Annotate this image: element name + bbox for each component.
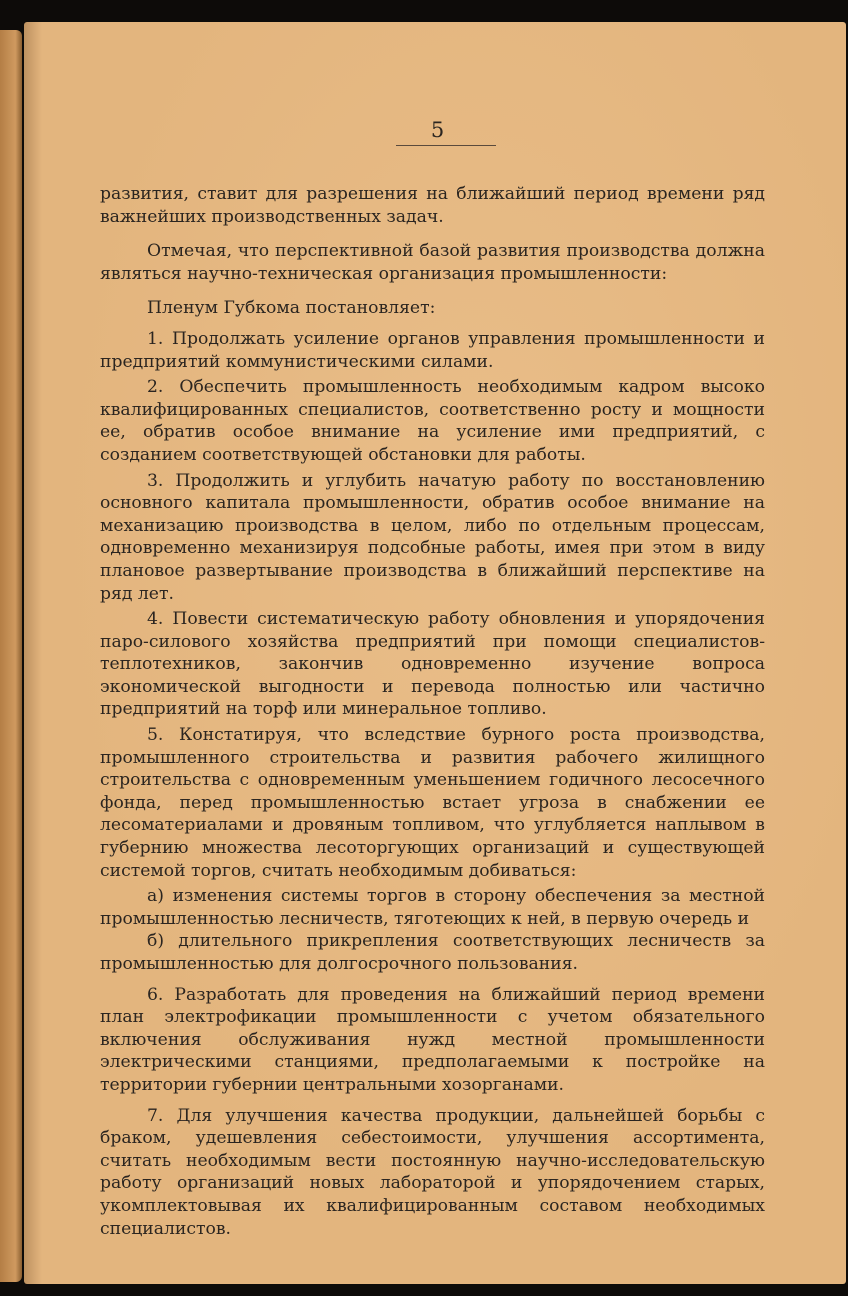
resolution-item-3: 3. Продолжить и углубить начатую работу по восстановлению основного капитала промышленности, обратив особое внимание на механизацию производства в целом, либо по отдельным процессам, одновременно механизируя подсобные работы, имея при этом в виду плановое развертывание производства в ближайший перспективе на ряд лет. [100,470,765,604]
resolution-heading: Пленум Губкома постановляет: [147,298,436,319]
resolution-item-7: 7. Для улучшения качества продукции, дальнейшей борьбы с браком, удешевления себестоимости, улучшения ассортимента, считать необходимым вести постоянную научно-исследовательскую работу организаций новых лабораторой и упорядочением старых, укомплектовывая их квалифицированным составом необходимых специалистов. [100,1105,765,1239]
paragraph-intro: Отмечая, что перспективной базой развития производства должна являться научно-техническая организация промышленности: [100,241,765,284]
page-text [100,117,765,1240]
resolution-item-5b: б) длительного прикрепления соответствующих лесничеств за промышленностью для долгосрочного пользования. [100,931,765,974]
resolution-item-4: 4. Повести систематическую работу обновления и упорядочения паро-силового хозяйства предприятий при помощи специалистов-теплотехников, закончив одновременно изучение вопроса экономической выгодности и перевода полностью или частично предприятий на торф или минеральное топливо. [100,609,765,720]
resolution-item-1: 1. Продолжать усиление органов управления промышленности и предприятий коммунистическими силами. [100,328,765,372]
document-page [24,22,846,1284]
resolution-item-2: 2. Обеспечить промышленность необходимым кадром высоко квалифицированных специалистов, соответственно росту и мощности ее, обратив особое внимание на усиление ими предприятий, с созданием соответствующей обстановки для работы. [100,377,765,465]
resolution-item-6: 6. Разработать для проведения на ближайший период времени план электрофикации промышленности с учетом обязательного включения обслуживания нужд местной промышленности электрическими станциями, предполагаемыми к постройке на территории губернии центральными хозорганами. [100,984,765,1095]
previous-page-edge [0,30,22,1282]
resolution-item-5a: а) изменения системы торгов в сторону обеспечения за местной промышленностью лесничеств, тяготеющих к ней, в первую очередь и [100,886,765,929]
paragraph-continuation: развития, ставит для разрешения на ближайший период времени ряд важнейших производственных задач. [100,184,765,227]
resolution-item-5: 5. Констатируя, что вследствие бурного роста производства, промышленного строительства и развития рабочего жилищного строительства с одновременным уменьшением годичного лесосечного фонда, перед промышленностью встает угроза в снабжении ее лесоматериалами и дровяным топливом, что углубляется наплывом в губернию множества лесоторгующих организаций и существующей системой торгов, считать необходимым добиваться: [100,725,765,881]
page-number: 5 [100,117,765,143]
